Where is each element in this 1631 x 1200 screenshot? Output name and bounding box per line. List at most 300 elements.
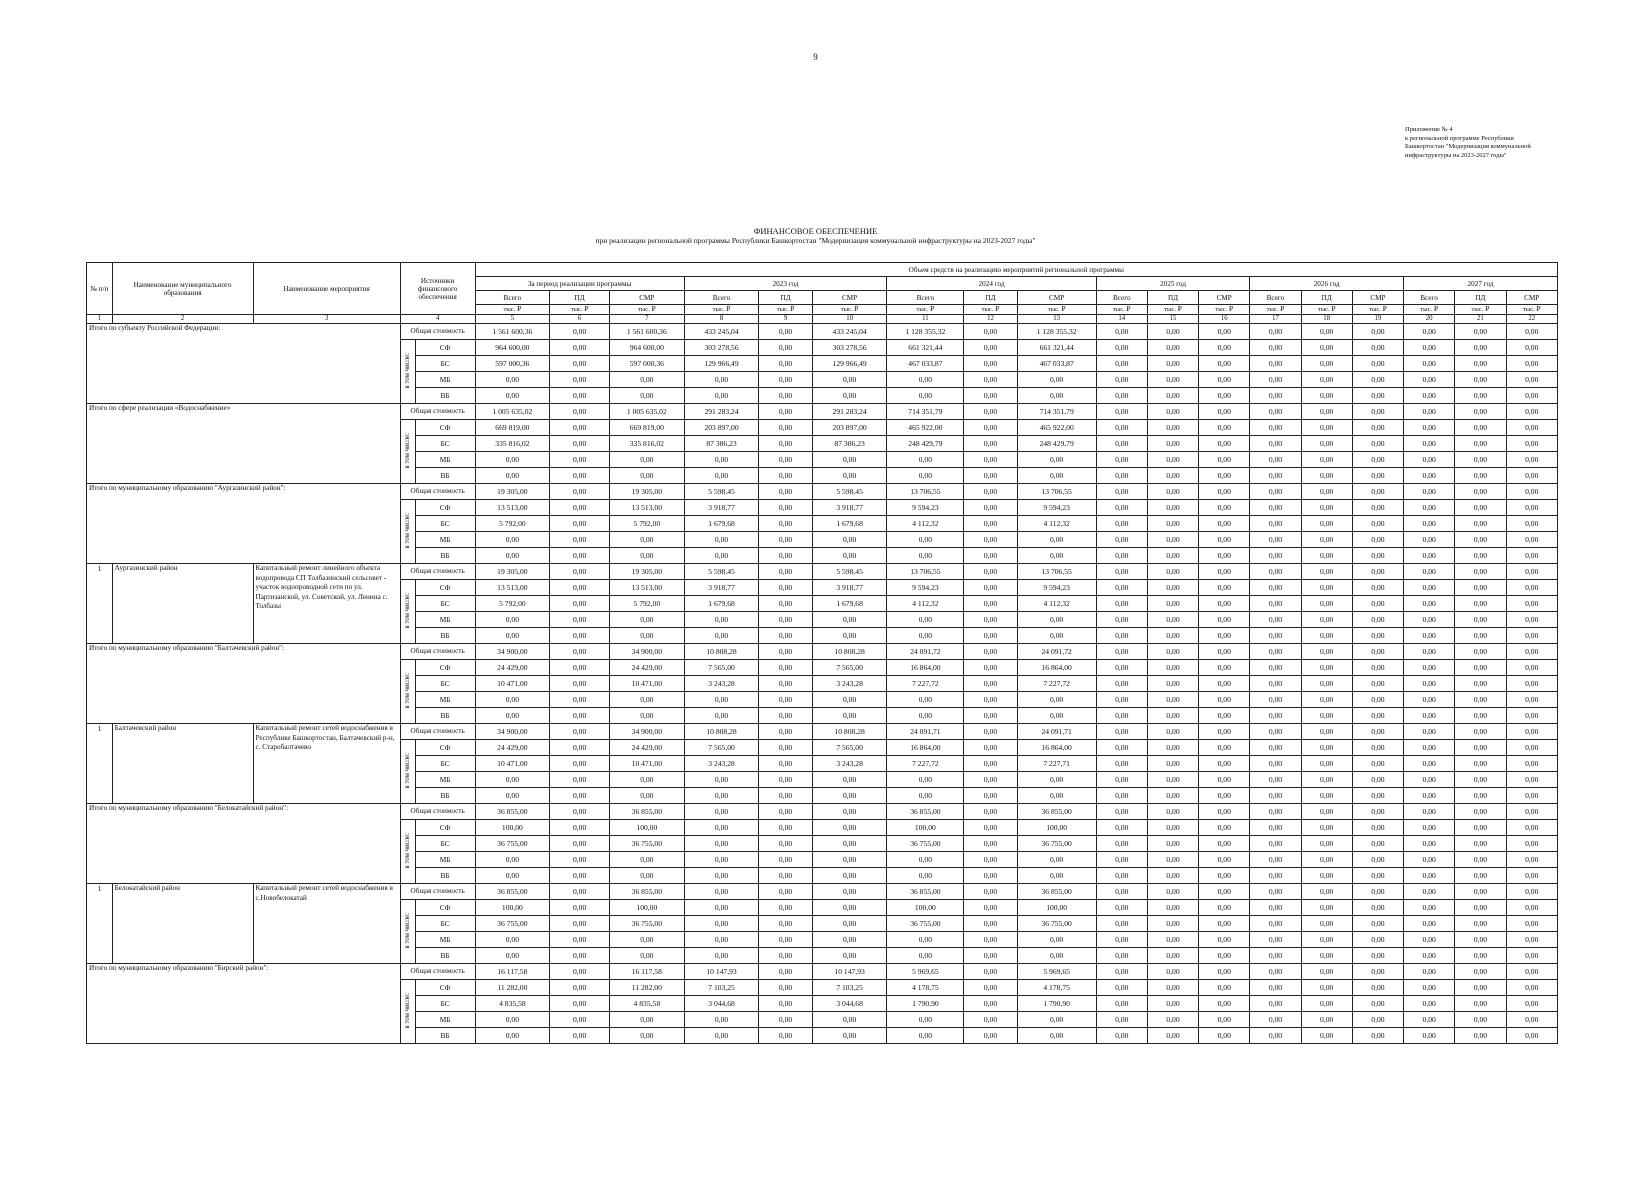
value-cell: 335 816,02 xyxy=(609,436,684,452)
value-cell: 0,00 xyxy=(1404,548,1455,564)
value-cell: 0,00 xyxy=(1301,804,1352,820)
source-label: БС xyxy=(415,916,475,932)
value-cell: 0,00 xyxy=(964,452,1017,468)
value-cell: 11 282,00 xyxy=(475,980,550,996)
value-cell: 0,00 xyxy=(1250,340,1301,356)
value-cell: 5 792,00 xyxy=(475,596,550,612)
value-cell: 0,00 xyxy=(1301,692,1352,708)
value-cell: 0,00 xyxy=(1455,1028,1506,1044)
value-cell: 0,00 xyxy=(1506,404,1557,420)
value-cell: 0,00 xyxy=(1404,372,1455,388)
source-label: ВБ xyxy=(415,1028,475,1044)
value-cell: 0,00 xyxy=(684,548,759,564)
value-cell: 0,00 xyxy=(609,868,684,884)
value-cell: 0,00 xyxy=(1455,900,1506,916)
value-cell: 0,00 xyxy=(550,772,610,788)
value-cell: 0,00 xyxy=(1506,852,1557,868)
value-cell: 0,00 xyxy=(1096,484,1147,500)
value-cell: 0,00 xyxy=(1352,852,1403,868)
value-cell: 0,00 xyxy=(1199,372,1250,388)
value-cell: 0,00 xyxy=(1404,388,1455,404)
value-cell: 0,00 xyxy=(1455,724,1506,740)
value-cell: 291 283,24 xyxy=(812,404,887,420)
value-cell: 7 227,71 xyxy=(1017,756,1096,772)
value-cell: 0,00 xyxy=(1301,740,1352,756)
value-cell: 0,00 xyxy=(1404,820,1455,836)
value-cell: 4 178,75 xyxy=(887,980,964,996)
value-cell: 0,00 xyxy=(1506,772,1557,788)
header-sub: СМР xyxy=(1352,291,1403,305)
value-cell: 0,00 xyxy=(684,836,759,852)
value-cell: 0,00 xyxy=(1096,900,1147,916)
value-cell: 0,00 xyxy=(1506,420,1557,436)
value-cell: 0,00 xyxy=(1017,548,1096,564)
value-cell: 5 598,45 xyxy=(684,484,759,500)
value-cell: 0,00 xyxy=(1506,724,1557,740)
value-cell: 0,00 xyxy=(1199,692,1250,708)
value-cell: 0,00 xyxy=(550,324,610,340)
value-cell: 0,00 xyxy=(1250,884,1301,900)
value-cell: 0,00 xyxy=(1096,836,1147,852)
value-cell: 0,00 xyxy=(1404,852,1455,868)
value-cell: 36 755,00 xyxy=(475,836,550,852)
appendix-line: Приложение № 4 xyxy=(1405,126,1453,133)
value-cell: 0,00 xyxy=(609,852,684,868)
column-number: 17 xyxy=(1250,315,1301,324)
value-cell: 0,00 xyxy=(1404,708,1455,724)
value-cell: 0,00 xyxy=(1250,612,1301,628)
value-cell: 0,00 xyxy=(1404,740,1455,756)
value-cell: 19 305,00 xyxy=(475,484,550,500)
value-cell: 0,00 xyxy=(550,532,610,548)
value-cell: 0,00 xyxy=(1352,980,1403,996)
value-cell: 0,00 xyxy=(1301,820,1352,836)
value-cell: 0,00 xyxy=(887,532,964,548)
value-cell: 0,00 xyxy=(1301,420,1352,436)
value-cell: 0,00 xyxy=(1455,980,1506,996)
value-cell: 0,00 xyxy=(1096,580,1147,596)
value-cell: 0,00 xyxy=(1096,340,1147,356)
value-cell: 0,00 xyxy=(1506,1012,1557,1028)
value-cell: 0,00 xyxy=(1404,356,1455,372)
value-cell: 0,00 xyxy=(1199,996,1250,1012)
value-cell: 0,00 xyxy=(1250,500,1301,516)
value-cell: 0,00 xyxy=(1199,756,1250,772)
value-cell: 0,00 xyxy=(1352,484,1403,500)
value-cell: 0,00 xyxy=(1455,468,1506,484)
value-cell: 0,00 xyxy=(1147,500,1198,516)
municipality-name: Белокатайский район xyxy=(112,884,253,964)
value-cell: 0,00 xyxy=(759,420,812,436)
value-cell: 0,00 xyxy=(1096,692,1147,708)
value-cell: 0,00 xyxy=(609,692,684,708)
value-cell: 0,00 xyxy=(812,884,887,900)
value-cell: 4 112,32 xyxy=(1017,596,1096,612)
value-cell: 0,00 xyxy=(964,436,1017,452)
value-cell: 0,00 xyxy=(759,756,812,772)
header-sub: Всего xyxy=(1096,291,1147,305)
value-cell: 0,00 xyxy=(812,708,887,724)
value-cell: 0,00 xyxy=(1147,756,1198,772)
value-cell: 0,00 xyxy=(1301,644,1352,660)
value-cell: 0,00 xyxy=(1455,612,1506,628)
value-cell: 0,00 xyxy=(475,772,550,788)
value-cell: 0,00 xyxy=(1017,852,1096,868)
column-number: 19 xyxy=(1352,315,1403,324)
value-cell: 0,00 xyxy=(887,628,964,644)
value-cell: 0,00 xyxy=(1301,516,1352,532)
value-cell: 7 227,72 xyxy=(887,756,964,772)
value-cell: 0,00 xyxy=(1096,436,1147,452)
value-cell: 0,00 xyxy=(1096,548,1147,564)
value-cell: 0,00 xyxy=(1352,884,1403,900)
total-cost-label: Общая стоимость xyxy=(400,884,475,900)
value-cell: 0,00 xyxy=(1250,740,1301,756)
value-cell: 24 429,00 xyxy=(475,660,550,676)
value-cell: 13 706,55 xyxy=(887,564,964,580)
including-label xyxy=(400,500,415,564)
value-cell: 0,00 xyxy=(1147,724,1198,740)
value-cell: 0,00 xyxy=(1404,932,1455,948)
value-cell: 0,00 xyxy=(964,980,1017,996)
value-cell: 24 091,71 xyxy=(887,724,964,740)
value-cell: 0,00 xyxy=(964,900,1017,916)
value-cell: 0,00 xyxy=(1301,900,1352,916)
value-cell: 0,00 xyxy=(1455,644,1506,660)
value-cell: 0,00 xyxy=(1352,772,1403,788)
header-municipality: Наименование муниципального образования xyxy=(112,263,253,315)
value-cell: 0,00 xyxy=(812,916,887,932)
value-cell: 3 243,28 xyxy=(684,756,759,772)
value-cell: 0,00 xyxy=(550,884,610,900)
value-cell: 0,00 xyxy=(1506,820,1557,836)
value-cell: 0,00 xyxy=(1301,676,1352,692)
value-cell: 0,00 xyxy=(550,724,610,740)
value-cell: 0,00 xyxy=(1506,468,1557,484)
value-cell: 3 243,28 xyxy=(812,676,887,692)
value-cell: 597 000,36 xyxy=(609,356,684,372)
column-number: 4 xyxy=(400,315,475,324)
value-cell: 36 755,00 xyxy=(475,916,550,932)
value-cell: 0,00 xyxy=(759,820,812,836)
value-cell: 0,00 xyxy=(1017,948,1096,964)
value-cell: 0,00 xyxy=(1301,356,1352,372)
header-unit: тыс. ₽ xyxy=(1404,305,1455,315)
value-cell: 0,00 xyxy=(1096,932,1147,948)
value-cell: 0,00 xyxy=(1352,948,1403,964)
value-cell: 0,00 xyxy=(964,708,1017,724)
value-cell: 0,00 xyxy=(550,548,610,564)
value-cell: 0,00 xyxy=(1404,580,1455,596)
value-cell: 0,00 xyxy=(550,500,610,516)
value-cell: 19 305,00 xyxy=(475,564,550,580)
value-cell: 0,00 xyxy=(1352,628,1403,644)
value-cell: 0,00 xyxy=(1352,820,1403,836)
value-cell: 0,00 xyxy=(1199,436,1250,452)
value-cell: 0,00 xyxy=(1352,724,1403,740)
source-label: БС xyxy=(415,436,475,452)
value-cell: 0,00 xyxy=(964,340,1017,356)
value-cell: 0,00 xyxy=(1506,628,1557,644)
value-cell: 0,00 xyxy=(1017,468,1096,484)
value-cell: 0,00 xyxy=(1147,548,1198,564)
header-unit: тыс. ₽ xyxy=(887,305,964,315)
value-cell: 0,00 xyxy=(1096,916,1147,932)
value-cell: 0,00 xyxy=(1352,740,1403,756)
value-cell: 1 561 600,36 xyxy=(475,324,550,340)
value-cell: 1 679,68 xyxy=(812,516,887,532)
including-text: в том числе: xyxy=(404,352,412,389)
source-label: ВБ xyxy=(415,548,475,564)
header-sub: ПД xyxy=(759,291,812,305)
value-cell: 0,00 xyxy=(609,628,684,644)
value-cell: 0,00 xyxy=(1199,836,1250,852)
value-cell: 0,00 xyxy=(1147,852,1198,868)
value-cell: 0,00 xyxy=(475,388,550,404)
value-cell: 0,00 xyxy=(1199,724,1250,740)
source-label: СФ xyxy=(415,500,475,516)
value-cell: 0,00 xyxy=(759,788,812,804)
value-cell: 0,00 xyxy=(1147,516,1198,532)
value-cell: 0,00 xyxy=(812,532,887,548)
value-cell: 248 429,79 xyxy=(1017,436,1096,452)
value-cell: 0,00 xyxy=(1250,628,1301,644)
value-cell: 0,00 xyxy=(1199,1028,1250,1044)
activity-name: Капитальный ремонт сетей водоснабжения в с.Новобелокатай xyxy=(253,884,400,964)
value-cell: 0,00 xyxy=(1096,516,1147,532)
value-cell: 0,00 xyxy=(887,612,964,628)
value-cell: 0,00 xyxy=(550,996,610,1012)
value-cell: 0,00 xyxy=(1352,580,1403,596)
value-cell: 0,00 xyxy=(1352,468,1403,484)
value-cell: 303 278,56 xyxy=(684,340,759,356)
value-cell: 0,00 xyxy=(964,852,1017,868)
value-cell: 0,00 xyxy=(887,372,964,388)
value-cell: 0,00 xyxy=(1250,788,1301,804)
value-cell: 34 900,00 xyxy=(475,644,550,660)
source-label: МБ xyxy=(415,612,475,628)
value-cell: 0,00 xyxy=(1017,1028,1096,1044)
value-cell: 0,00 xyxy=(1147,436,1198,452)
value-cell: 0,00 xyxy=(759,948,812,964)
including-text: в том числе: xyxy=(404,592,412,629)
value-cell: 0,00 xyxy=(1352,356,1403,372)
value-cell: 0,00 xyxy=(1301,500,1352,516)
value-cell: 964 600,00 xyxy=(475,340,550,356)
value-cell: 0,00 xyxy=(1096,868,1147,884)
value-cell: 0,00 xyxy=(1199,852,1250,868)
value-cell: 0,00 xyxy=(964,996,1017,1012)
value-cell: 13 513,00 xyxy=(475,580,550,596)
value-cell: 1 790,90 xyxy=(887,996,964,1012)
value-cell: 0,00 xyxy=(759,468,812,484)
header-unit: тыс. ₽ xyxy=(609,305,684,315)
total-cost-label: Общая стоимость xyxy=(400,324,475,340)
value-cell: 0,00 xyxy=(1301,852,1352,868)
title-subtitle: при реализации региональной программы Республики Башкортостан "Модернизация коммунальной инфраструктуры на 2023-2027 годы" xyxy=(595,236,1036,245)
value-cell: 0,00 xyxy=(759,804,812,820)
value-cell: 0,00 xyxy=(964,964,1017,980)
value-cell: 0,00 xyxy=(684,532,759,548)
total-cost-label: Общая стоимость xyxy=(400,804,475,820)
value-cell: 0,00 xyxy=(1250,932,1301,948)
value-cell: 0,00 xyxy=(1506,804,1557,820)
value-cell: 16 864,00 xyxy=(1017,740,1096,756)
value-cell: 0,00 xyxy=(1301,932,1352,948)
value-cell: 0,00 xyxy=(1506,644,1557,660)
value-cell: 0,00 xyxy=(887,548,964,564)
value-cell: 0,00 xyxy=(1352,1012,1403,1028)
value-cell: 0,00 xyxy=(1096,1012,1147,1028)
value-cell: 0,00 xyxy=(759,724,812,740)
value-cell: 0,00 xyxy=(1404,452,1455,468)
value-cell: 0,00 xyxy=(1301,484,1352,500)
value-cell: 0,00 xyxy=(1147,964,1198,980)
value-cell: 0,00 xyxy=(1250,676,1301,692)
value-cell: 13 706,55 xyxy=(1017,484,1096,500)
including-label xyxy=(400,340,415,404)
including-text: в том числе: xyxy=(404,832,412,869)
total-cost-label: Общая стоимость xyxy=(400,644,475,660)
value-cell: 0,00 xyxy=(1096,948,1147,964)
value-cell: 0,00 xyxy=(964,420,1017,436)
header-unit: тыс. ₽ xyxy=(1199,305,1250,315)
total-cost-label: Общая стоимость xyxy=(400,484,475,500)
title-main: ФИНАНСОВОЕ ОБЕСПЕЧЕНИЕ xyxy=(753,226,878,236)
value-cell: 0,00 xyxy=(475,932,550,948)
value-cell: 0,00 xyxy=(550,868,610,884)
header-sub: Всего xyxy=(887,291,964,305)
value-cell: 0,00 xyxy=(1301,548,1352,564)
value-cell: 36 855,00 xyxy=(609,884,684,900)
value-cell: 0,00 xyxy=(1506,340,1557,356)
header-unit: тыс. ₽ xyxy=(1147,305,1198,315)
value-cell: 0,00 xyxy=(759,900,812,916)
header-sub: ПД xyxy=(1147,291,1198,305)
value-cell: 0,00 xyxy=(1455,580,1506,596)
including-label xyxy=(400,980,415,1044)
value-cell: 0,00 xyxy=(1017,708,1096,724)
value-cell: 0,00 xyxy=(1352,644,1403,660)
value-cell: 10 808,28 xyxy=(684,644,759,660)
value-cell: 0,00 xyxy=(1147,484,1198,500)
value-cell: 0,00 xyxy=(1301,868,1352,884)
value-cell: 0,00 xyxy=(887,948,964,964)
value-cell: 0,00 xyxy=(1096,884,1147,900)
value-cell: 0,00 xyxy=(684,884,759,900)
value-cell: 0,00 xyxy=(1250,916,1301,932)
value-cell: 0,00 xyxy=(759,996,812,1012)
value-cell: 0,00 xyxy=(1199,980,1250,996)
value-cell: 0,00 xyxy=(1506,692,1557,708)
source-label: СФ xyxy=(415,580,475,596)
value-cell: 0,00 xyxy=(1250,404,1301,420)
value-cell: 0,00 xyxy=(1096,468,1147,484)
value-cell: 0,00 xyxy=(1147,996,1198,1012)
value-cell: 0,00 xyxy=(1096,740,1147,756)
value-cell: 0,00 xyxy=(812,388,887,404)
value-cell: 0,00 xyxy=(1199,356,1250,372)
value-cell: 0,00 xyxy=(1147,404,1198,420)
value-cell: 0,00 xyxy=(812,948,887,964)
value-cell: 0,00 xyxy=(964,404,1017,420)
value-cell: 0,00 xyxy=(964,676,1017,692)
value-cell: 0,00 xyxy=(1199,772,1250,788)
value-cell: 0,00 xyxy=(1147,676,1198,692)
source-label: БС xyxy=(415,676,475,692)
value-cell: 1 005 635,02 xyxy=(475,404,550,420)
value-cell: 0,00 xyxy=(1455,372,1506,388)
value-cell: 0,00 xyxy=(1301,452,1352,468)
value-cell: 0,00 xyxy=(550,404,610,420)
value-cell: 0,00 xyxy=(1017,452,1096,468)
value-cell: 0,00 xyxy=(964,660,1017,676)
value-cell: 0,00 xyxy=(609,772,684,788)
value-cell: 0,00 xyxy=(1506,788,1557,804)
value-cell: 5 598,45 xyxy=(684,564,759,580)
value-cell: 0,00 xyxy=(1147,692,1198,708)
value-cell: 0,00 xyxy=(1352,836,1403,852)
value-cell: 0,00 xyxy=(812,692,887,708)
value-cell: 0,00 xyxy=(1506,980,1557,996)
value-cell: 0,00 xyxy=(1455,756,1506,772)
value-cell: 661 321,44 xyxy=(887,340,964,356)
value-cell: 0,00 xyxy=(550,820,610,836)
value-cell: 0,00 xyxy=(1352,532,1403,548)
value-cell: 0,00 xyxy=(1352,996,1403,1012)
value-cell: 0,00 xyxy=(1301,980,1352,996)
value-cell: 0,00 xyxy=(1301,1012,1352,1028)
value-cell: 0,00 xyxy=(759,436,812,452)
value-cell: 0,00 xyxy=(550,436,610,452)
header-sub: СМР xyxy=(609,291,684,305)
value-cell: 0,00 xyxy=(759,932,812,948)
value-cell: 0,00 xyxy=(1199,500,1250,516)
value-cell: 0,00 xyxy=(1404,516,1455,532)
value-cell: 0,00 xyxy=(475,548,550,564)
value-cell: 0,00 xyxy=(1301,324,1352,340)
value-cell: 36 755,00 xyxy=(1017,916,1096,932)
value-cell: 16 864,00 xyxy=(887,660,964,676)
value-cell: 34 900,00 xyxy=(475,724,550,740)
value-cell: 0,00 xyxy=(1506,516,1557,532)
value-cell: 87 386,23 xyxy=(812,436,887,452)
value-cell: 0,00 xyxy=(1506,580,1557,596)
value-cell: 0,00 xyxy=(1199,868,1250,884)
value-cell: 0,00 xyxy=(550,660,610,676)
value-cell: 0,00 xyxy=(609,708,684,724)
value-cell: 0,00 xyxy=(550,612,610,628)
value-cell: 0,00 xyxy=(1147,1012,1198,1028)
value-cell: 0,00 xyxy=(550,708,610,724)
value-cell: 0,00 xyxy=(1404,884,1455,900)
value-cell: 0,00 xyxy=(964,836,1017,852)
value-cell: 0,00 xyxy=(1017,532,1096,548)
value-cell: 5 598,45 xyxy=(812,564,887,580)
value-cell: 669 819,00 xyxy=(475,420,550,436)
value-cell: 0,00 xyxy=(812,1012,887,1028)
value-cell: 0,00 xyxy=(1455,964,1506,980)
value-cell: 0,00 xyxy=(1455,852,1506,868)
document-title xyxy=(0,226,1631,246)
value-cell: 0,00 xyxy=(550,644,610,660)
value-cell: 0,00 xyxy=(1096,676,1147,692)
value-cell: 0,00 xyxy=(1250,324,1301,340)
header-sub: СМР xyxy=(1199,291,1250,305)
header-sub: ПД xyxy=(1455,291,1506,305)
value-cell: 0,00 xyxy=(1455,660,1506,676)
column-number: 7 xyxy=(609,315,684,324)
